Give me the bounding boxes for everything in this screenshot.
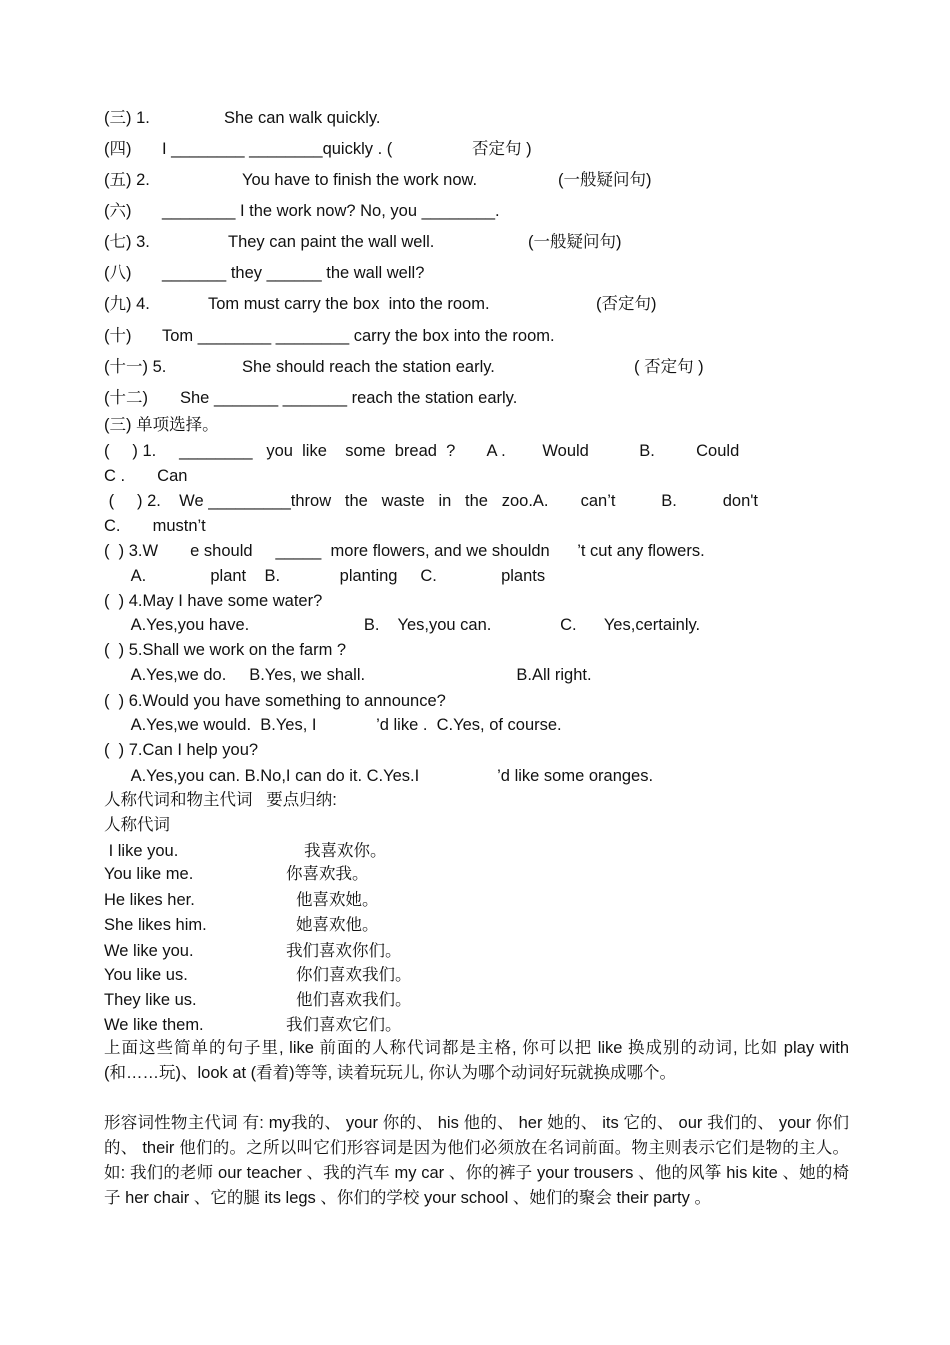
exercise-line: [104, 263, 425, 283]
choice-line: A.Yes,you can. B.No,I can do it. C.Yes.I ’d like some oranges.: [104, 767, 654, 785]
exercise-text: She should reach the station early.: [242, 358, 495, 376]
choice-line: ( ) 5.Shall we work on the farm ?: [104, 641, 347, 659]
exercise-line: [104, 170, 652, 190]
example-english: We like them.: [104, 1016, 204, 1034]
example-english: He likes her.: [104, 891, 195, 909]
exercise-line: [104, 232, 622, 252]
exercise-text: They can paint the wall well.: [228, 233, 435, 251]
exercise-number: (十): [104, 327, 132, 345]
example-chinese: 她喜欢他。: [296, 916, 379, 934]
example-chinese: 我们喜欢你们。: [286, 942, 402, 960]
choice-line: C. mustn’t: [104, 517, 206, 535]
exercise-note: (否定句): [596, 295, 657, 313]
choice-line: ( ) 6.Would you have something to announce?: [104, 692, 446, 710]
exercise-text: _______ they ______ the wall well?: [162, 264, 425, 282]
exercise-number: (八): [104, 264, 132, 282]
exercise-text: I ________ ________quickly . (: [162, 140, 393, 158]
explanation-paragraph: 上面这些简单的句子里, like 前面的人称代词都是主格, 你可以把 like 换成别的动词, 比如 play with (和……玩)、look at (看着)等等, 读着玩玩儿, 你认为哪个动词好玩就换成哪个。: [104, 1039, 849, 1082]
exercise-number: (四): [104, 140, 132, 158]
exercise-note: 否定句 ): [472, 140, 532, 158]
summary-title: 人称代词和物主代词 要点归纳:: [104, 791, 337, 809]
choice-line: ( ) 3.W e should _____ more flowers, and we shouldn ’t cut any flowers.: [104, 542, 705, 560]
choice-line: A.Yes,we would. B.Yes, I ’d like . C.Yes, of course.: [104, 716, 562, 734]
example-chinese: 他喜欢她。: [296, 891, 379, 909]
personal-pronoun-heading: 人称代词: [104, 816, 170, 834]
exercise-number: (六): [104, 202, 132, 220]
example-english: We like you.: [104, 942, 194, 960]
exercise-number: (七) 3.: [104, 233, 150, 251]
possessive-paragraph: 形容词性物主代词 有: my我的、 your 你的、 his 他的、 her 她的、 its 它的、 our 我们的、 your 你们的、 their 他们的。之所以叫它们形容词是因为他们必须放在名词前面。物主则表示它们是物的主人。如: 我们的老师 our teacher 、我的汽车 my car 、你的裤子 your trousers 、他的风筝 his kite 、她的椅子 her chair 、它的腿 its legs 、你们的学校 your school 、她们的聚会 their party 。: [104, 1114, 849, 1207]
exercise-line: [104, 388, 518, 408]
exercise-text: You have to finish the work now.: [242, 171, 478, 189]
exercise-text: ________ I the work now? No, you ________.: [162, 202, 500, 220]
exercise-line: [104, 139, 532, 159]
exercise-text: She can walk quickly.: [224, 109, 381, 127]
exercise-number: (十二): [104, 389, 148, 407]
exercise-text: She _______ _______ reach the station early.: [180, 389, 518, 407]
exercise-line: [104, 201, 500, 221]
choice-line: C . Can: [104, 467, 188, 485]
example-chinese: 我喜欢你。: [304, 842, 387, 860]
example-english: They like us.: [104, 991, 197, 1009]
exercise-line: [104, 326, 555, 346]
example-english: She likes him.: [104, 916, 207, 934]
exercise-line: [104, 357, 704, 377]
exercise-line: [104, 108, 381, 128]
example-chinese: 你们喜欢我们。: [296, 966, 412, 984]
exercise-number: (三) 1.: [104, 109, 150, 127]
exercise-text: Tom must carry the box into the room.: [208, 295, 490, 313]
exercise-line: [104, 294, 657, 314]
exercise-number: (十一) 5.: [104, 358, 167, 376]
example-english: I like you.: [104, 842, 179, 860]
exercise-note: (一般疑问句): [558, 171, 652, 189]
example-chinese: 我们喜欢它们。: [286, 1016, 402, 1034]
choice-line: A.Yes,we do. B.Yes, we shall. B.All right.: [104, 666, 592, 684]
section-title: (三) 单项选择。: [104, 416, 219, 434]
example-chinese: 你喜欢我。: [286, 865, 369, 883]
choice-line: A. plant B. planting C. plants: [104, 567, 546, 585]
choice-line: ( ) 1. ________ you like some bread ? A . Would B. Could: [104, 442, 740, 460]
exercise-number: (五) 2.: [104, 171, 150, 189]
choice-line: ( ) 2. We _________throw the waste in the zoo.A. can’t B. don't: [104, 492, 758, 510]
exercise-text: Tom ________ ________ carry the box into the room.: [162, 327, 555, 345]
exercise-note: ( 否定句 ): [634, 358, 704, 376]
choice-line: ( ) 7.Can I help you?: [104, 741, 259, 759]
exercise-note: (一般疑问句): [528, 233, 622, 251]
exercise-number: (九) 4.: [104, 295, 150, 313]
example-english: You like us.: [104, 966, 188, 984]
example-english: You like me.: [104, 865, 194, 883]
choice-line: ( ) 4.May I have some water?: [104, 592, 323, 610]
example-chinese: 他们喜欢我们。: [296, 991, 412, 1009]
choice-line: A.Yes,you have. B. Yes,you can. C. Yes,certainly.: [104, 616, 701, 634]
